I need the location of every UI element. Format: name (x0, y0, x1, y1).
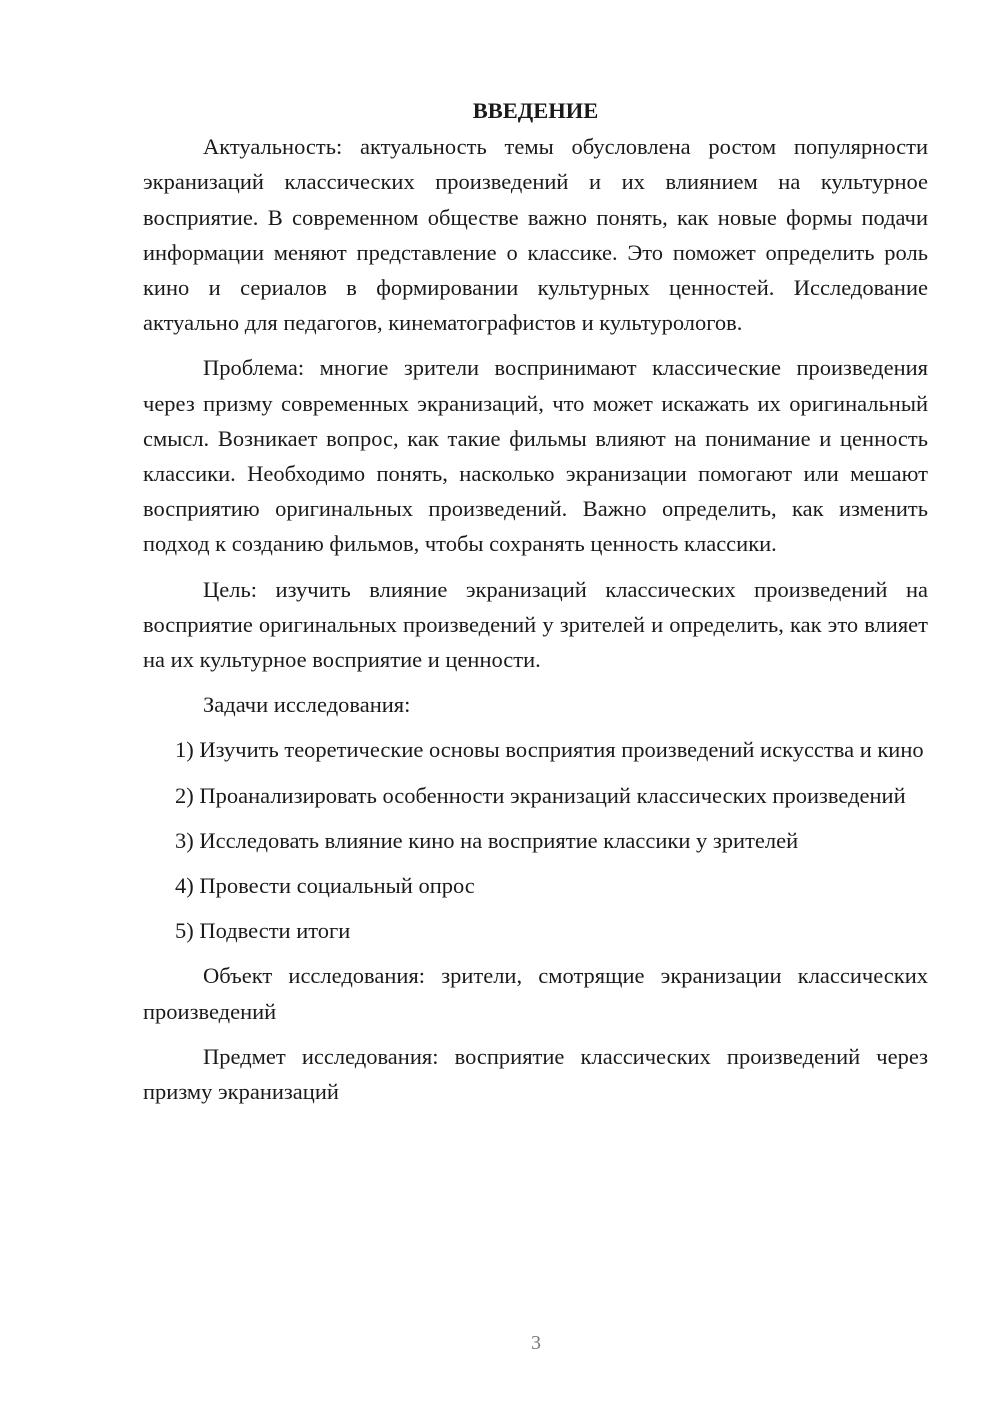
paragraph-subject: Предмет исследования: восприятие классических произведений через призму экранизаций (143, 1043, 928, 1105)
tasks-heading: Задачи исследования: (203, 692, 411, 718)
paragraph-object: Объект исследования: зрители, смотрящие экранизации классических произведений (143, 963, 928, 1024)
page-body (143, 93, 928, 1119)
paragraph-goal: Цель: изучить влияние экранизаций классических произведений на восприятие оригинальных произведений у зрителей и определить, как это влияет на их культурное восприятие и ценности. (143, 576, 928, 673)
page-title: ВВЕДЕНИЕ (472, 98, 599, 123)
task-item: 4) Провести социальный опрос (175, 873, 475, 899)
paragraph-problem: Проблема: многие зрители воспринимают классические произведения через призму современных экранизаций, что может искажать их оригинальный смысл. Возникает вопрос, как такие фильмы влияют на понимание и ценность классики. Необходимо понять, насколько экранизации помогают или мешают восприятию оригинальных произведений. Важно определить, как изменить подход к созданию фильмов, чтобы сохранять ценность классики. (143, 355, 928, 557)
task-item: 5) Подвести итоги (175, 918, 351, 944)
task-item: 2) Проанализировать особенности экранизаций классических произведений (175, 782, 906, 808)
paragraph-relevance: Актуальность: актуальность темы обусловлена ростом популярности экранизаций классических произведений и их влиянием на культурное восприятие. В современном обществе важно понять, как новые формы подачи информации меняют представление о классике. Это поможет определить роль кино и сериалов в формировании культурных ценностей. Исследование актуально для педагогов, кинематографистов и культурологов. (143, 134, 928, 336)
task-item: 3) Исследовать влияние кино на восприятие классики у зрителей (175, 827, 799, 853)
task-item: 1) Изучить теоретические основы восприятия произведений искусства и кино (175, 737, 924, 763)
page-number: 3 (531, 1332, 541, 1354)
